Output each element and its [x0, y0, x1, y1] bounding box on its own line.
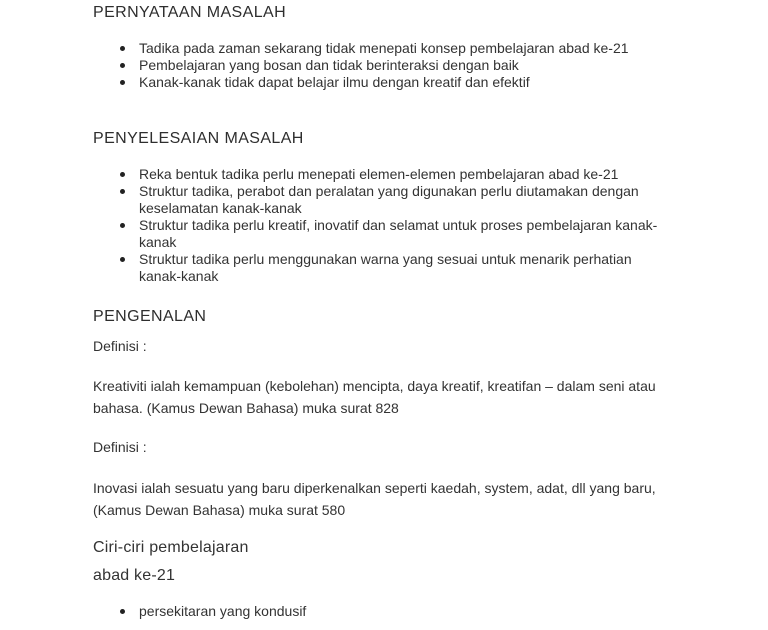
list-item: Struktur tadika perlu menggunakan warna yang sesuai untuk menarik perhatian kanak-kanak	[120, 251, 670, 285]
problem-heading: PERNYATAAN MASALAH	[93, 4, 287, 21]
solution-heading: PENYELESAIAN MASALAH	[93, 130, 304, 147]
intro-heading: PENGENALAN	[93, 308, 207, 325]
features-title-line2: abad ke-21	[93, 567, 176, 584]
list-item: Struktur tadika, perabot dan peralatan yang digunakan perlu diutamakan dengan keselamatan kanak-kanak	[120, 183, 670, 217]
list-item: Reka bentuk tadika perlu menepati elemen-elemen pembelajaran abad ke-21	[120, 166, 670, 183]
definition-label: Definisi :	[93, 439, 147, 455]
list-item: persekitaran yang kondusif	[120, 603, 680, 620]
definition-text-kreativiti: Kreativiti ialah kemampuan (kebolehan) mencipta, daya kreatif, kreatifan – dalam seni atau bahasa. (Kamus Dewan Bahasa) muka surat 828	[93, 378, 656, 416]
problem-list	[120, 40, 665, 91]
solution-list	[120, 166, 670, 285]
definition-label: Definisi :	[93, 338, 147, 354]
features-title-line1: Ciri-ciri pembelajaran	[93, 539, 249, 556]
list-item: Kanak-kanak tidak dapat belajar ilmu dengan kreatif dan efektif	[120, 74, 665, 91]
list-item: Struktur tadika perlu kreatif, inovatif dan selamat untuk proses pembelajaran kanak-kanak	[120, 217, 670, 251]
features-list	[120, 603, 680, 620]
list-item: Pembelajaran yang bosan dan tidak berinteraksi dengan baik	[120, 57, 665, 74]
list-item: Tadika pada zaman sekarang tidak menepati konsep pembelajaran abad ke-21	[120, 40, 665, 57]
definition-text-inovasi: Inovasi ialah sesuatu yang baru diperkenalkan seperti kaedah, system, adat, dll yang baru, (Kamus Dewan Bahasa) muka surat 580	[93, 480, 656, 518]
